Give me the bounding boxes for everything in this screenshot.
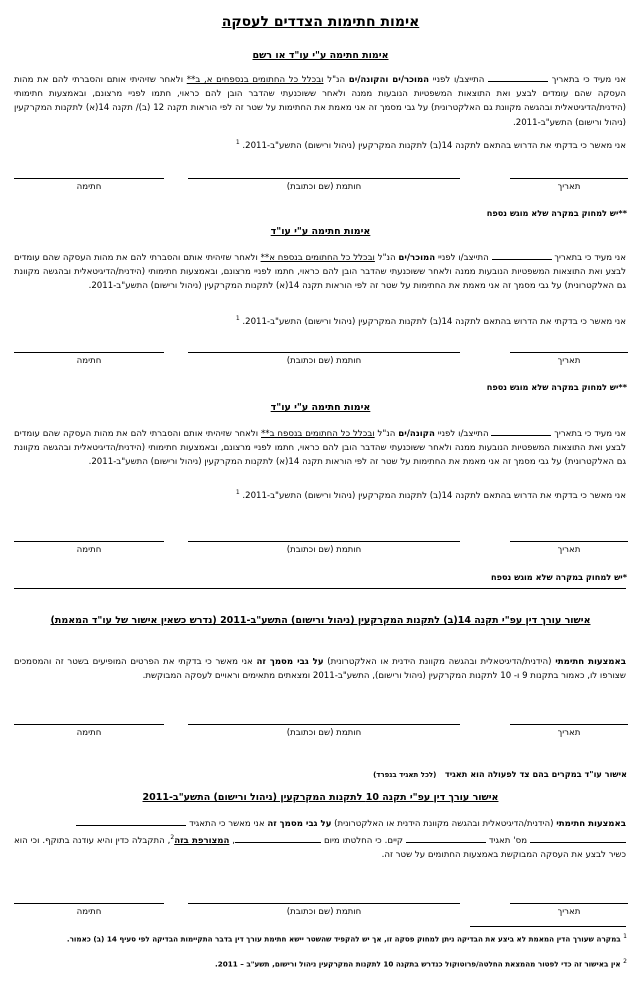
lawyer14-heading: אישור עורך דין עפ"י תקנה 14(ב) לתקנות המקרקעין (ניהול ורישום) התשע"ב-2011 (נדרש כשאין אישור של עו"ד המאמת) [50, 615, 591, 626]
section-3-heading: אימות חתימה ע"י עו"ד [270, 402, 371, 413]
page-title: אימות חתימות הצדדים לעסקה [221, 14, 420, 30]
s3-sign-line[interactable] [14, 541, 164, 542]
l10-date-label: תאריך [557, 907, 581, 917]
section-1-check: אני מאשר כי בדקתי את הדרוש בהתאם לתקנה 14(ב) לתקנות המקרקעין (ניהול ורישום) התשע"ב-2011. $^1$ [235, 139, 626, 151]
s3-date-label: תאריך [557, 545, 581, 555]
l10-stamp-label: חותמת (שם וכתובת) [286, 907, 362, 917]
l14-sign-line[interactable] [14, 724, 164, 725]
footnote-2: $^2$ אין באישור זה כדי לפטור מהמצאת החלטה/פרוטוקול כנדרש בתקנה 10 לתקנות המקרקעין ניהול ורישום, תשע"ב – 2011. [214, 958, 627, 969]
l14-sign-label: חתימה [76, 728, 102, 738]
section-1-heading: אימות חתימה ע"י עו"ד או רשם [252, 50, 389, 61]
l10-stamp-line[interactable] [188, 903, 460, 904]
s1-date-label: תאריך [557, 182, 581, 192]
s3-sign-label: חתימה [76, 545, 102, 555]
lawyer10-preface: אישור עו"ד במקרים בהם צד לפעולה הוא תאגיד (לכל תאגיד בנפרד) [373, 769, 627, 779]
s2-sign-label: חתימה [76, 356, 102, 366]
lawyer10-heading: אישור עורך דין עפ"י תקנה 10 לתקנות המקרקעין (ניהול ורישום) התשע"ב-2011 [142, 792, 499, 803]
l10-sign-label: חתימה [76, 907, 102, 917]
lawyer10-paragraph: באמצעות חתימתי (הידנית/הדיגיטאלית ובהגשה מקוונת הידנית או האלקטרונית) על גבי מסמך זה אני מאשר כי התאגיד מס' תאגיד קיים. כי החלטתו מיום , המצורפת בזה$^2$, התקבלה כדין והיא עודנה בתוקף. וכי הוא כשיר לבצע את העסקה המבוקשת באמצעות החתומים על שטר זה. [14, 816, 626, 862]
lawyer14-paragraph: באמצעות חתימתי (הידנית/הדיגיטאלית ובהגשה מקוונת הידנית או האלקטרונית) על גבי מסמך זה אני מאשר כי בדקתי את הפרטים המופיעים בשטר זה והמסמכים שצורפו לו, כאמור בתקנות 9 ו- 10 לתקנות המקרקעין (ניהול ורישום), התשע"ב-2011 ומצאתים מתאימים וראויים לעסקה המבוקשת. [14, 657, 626, 682]
section-2-heading: אימות חתימה ע"י עו"ד [270, 226, 371, 237]
s2-date-line[interactable] [510, 352, 628, 353]
section-2-check: אני מאשר כי בדקתי את הדרוש בהתאם לתקנה 14(ב) לתקנות המקרקעין (ניהול ורישום) התשע"ב-2011. $^1$ [235, 315, 626, 327]
s1-stamp-line[interactable] [188, 178, 460, 179]
decision-date-blank[interactable] [235, 833, 321, 843]
s3-note: *יש למחוק במקרה שלא מוגש נספח [490, 572, 627, 582]
s1-date-line[interactable] [510, 178, 628, 179]
corp-name-blank[interactable] [76, 816, 186, 826]
s3-date-blank[interactable] [491, 426, 551, 436]
s1-sign-line[interactable] [14, 178, 164, 179]
s2-sign-line[interactable] [14, 352, 164, 353]
l10-date-line[interactable] [510, 903, 628, 904]
l14-date-line[interactable] [510, 724, 628, 725]
s3-stamp-line[interactable] [188, 541, 460, 542]
footnote-1: $^1$ במקרה שעורך הדין המאמת לא ביצע את הבדיקה ניתן למחוק פסקה זו, אך יש להקפיד שהשטר יישא חתימת עורך דין בדבר התקיימות הבדיקה לפי סעיף 14 (ב) כאמור. [66, 933, 627, 944]
s2-stamp-label: חותמת (שם וכתובת) [286, 356, 362, 366]
l10-sign-line[interactable] [14, 903, 164, 904]
section-divider [14, 588, 626, 589]
section-3-paragraph: אני מעיד כי בתאריך התייצב/ו לפניי הקונה/ים הנ"ל ובכלל כל החתומים בנספח ב** ולאחר שזיהיתי אותם והסברתי להם את מהות העסקה שהם עומדים לבצע ואת התוצאות המשפטיות הנובעות ממנה ולאחר ששוכנעתי שהדבר הובן להם כראוי, חתמו לפניי מרצונם, ובאמצעות חתימותי (הידנית/הדיגיטאלית ובהגשה מקוונת גם האלקטרונית) על גבי מסמך זה אני מאמת את החתימות על שטר זה לפי הוראות תקנה 14(א) לתקנות המקרקעין (ניהול ורישום) התשע"ב-2011. [14, 426, 626, 470]
s1-sign-label: חתימה [76, 182, 102, 192]
s2-date-label: תאריך [557, 356, 581, 366]
section-1-paragraph: אני מעיד כי בתאריך התייצב/ו לפניי המוכר/ים והקונה/ים הנ"ל ובכלל כל החתומים בנספחים א, ב** ולאחר שזיהיתי אותם והסברתי להם את מהות העסקה שהם עומדים לבצע ואת התוצאות המשפטיות הנובעות ממנה ולאחר ששוכנעתי שהדבר הובן להם כראוי, חתמו לפניי מרצונם, ובאמצעות חתימותי (הידנית/הדיגיטאלית ובהגשה מקוונת גם האלקטרונית) על גבי מסמך זה אני מאמת את החתימות על שטר זה לפי הוראות תקנה 12 (ב)/ תקנה 14(א) לתקנות המקרקעין (ניהול ורישום) התשע"ב-2011. [14, 72, 626, 130]
s3-stamp-label: חותמת (שם וכתובת) [286, 545, 362, 555]
l14-stamp-line[interactable] [188, 724, 460, 725]
s1-stamp-label: חותמת (שם וכתובת) [286, 182, 362, 192]
section-3-check: אני מאשר כי בדקתי את הדרוש בהתאם לתקנה 14(ב) לתקנות המקרקעין (ניהול ורישום) התשע"ב-2011. $^1$ [235, 489, 626, 501]
footnote-separator [470, 926, 626, 927]
l14-stamp-label: חותמת (שם וכתובת) [286, 728, 362, 738]
s2-stamp-line[interactable] [188, 352, 460, 353]
s1-date-blank[interactable] [488, 72, 548, 82]
l14-date-label: תאריך [557, 728, 581, 738]
corp-prefix-blank[interactable] [530, 833, 626, 843]
s2-date-blank[interactable] [492, 250, 552, 260]
s3-date-line[interactable] [510, 541, 628, 542]
s1-intro: אני מעיד כי בתאריך [551, 75, 626, 85]
section-2-paragraph: אני מעיד כי בתאריך התייצב/ו לפניי המוכר/ים הנ"ל ובכלל כל החתומים בנספח א** ולאחר שזיהיתי אותם והסברתי להם את מהות העסקה שהם עומדים לבצע ואת התוצאות המשפטיות הנובעות ממנה ולאחר ששוכנעתי שהדבר הובן להם כראוי, חתמו לפניי מרצונם, ובאמצעות חתימותי (הידנית/הדיגיטאלית ובהגשה מקוונת גם האלקטרונית) על גבי מסמך זה אני מאמת את החתימות על שטר זה לפי הוראות תקנה 14(א) לתקנות המקרקעין (ניהול ורישום) התשע"ב-2011. [14, 250, 626, 294]
s1-note: **יש למחוק במקרה שלא מוגש נספח [486, 208, 627, 218]
corp-number-blank[interactable] [406, 833, 486, 843]
s2-note: **יש למחוק במקרה שלא מוגש נספח [486, 382, 627, 392]
